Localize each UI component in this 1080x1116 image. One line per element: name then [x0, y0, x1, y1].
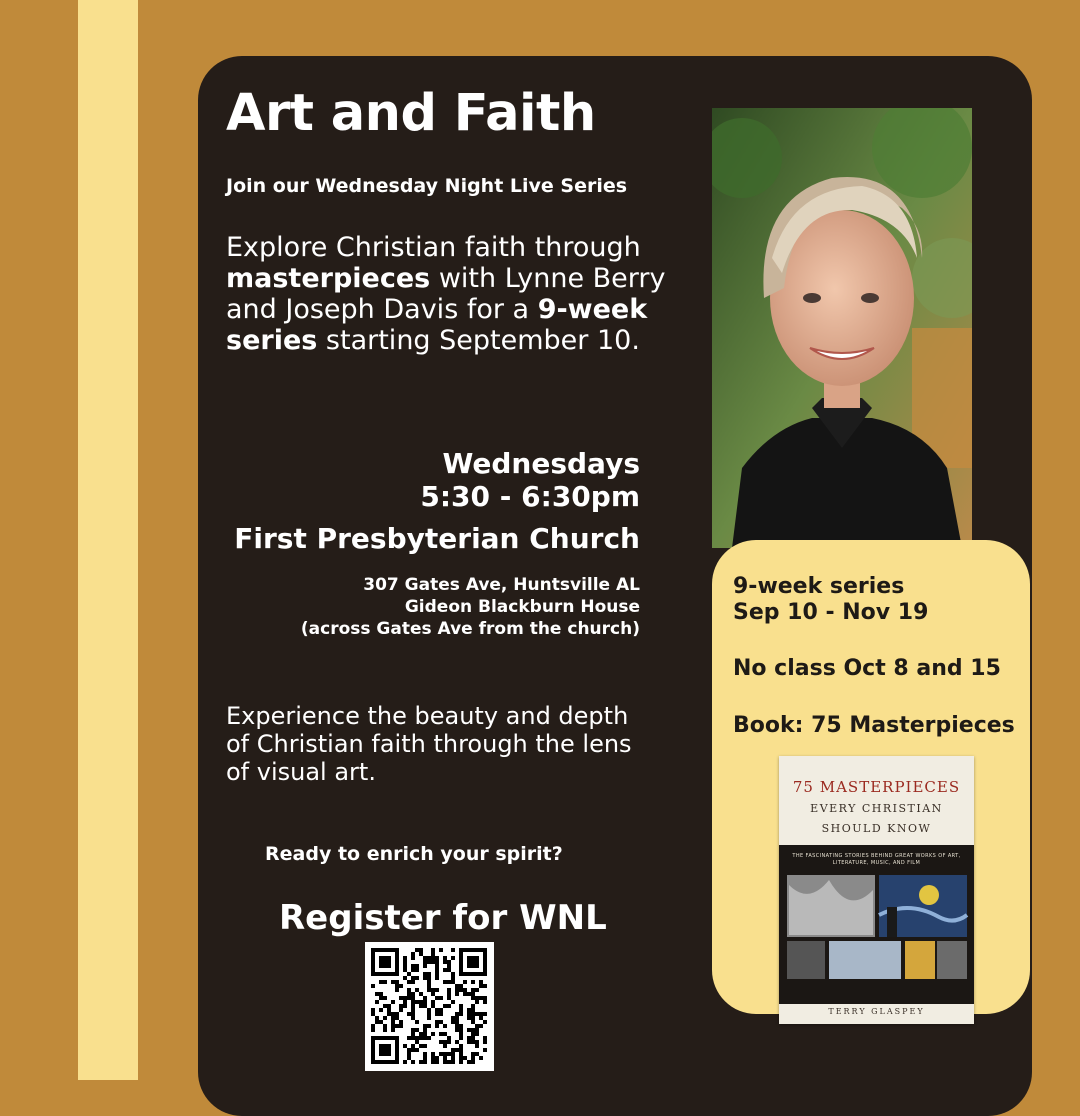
- street-address: 307 Gates Ave, Huntsville AL: [363, 575, 640, 595]
- series-subtitle: Join our Wednesday Night Live Series: [226, 175, 628, 197]
- location-note: (across Gates Ave from the church): [300, 619, 640, 639]
- book-cover-line3: SHOULD KNOW: [821, 822, 932, 835]
- intro-paragraph: [226, 232, 696, 356]
- book-cover: [779, 756, 974, 1024]
- intro-bold-series: 9-week series: [226, 294, 648, 356]
- schedule-block: [420, 447, 640, 513]
- book-cover-line2: EVERY CHRISTIAN: [810, 802, 943, 815]
- intro-text-1: Explore Christian faith through: [226, 232, 641, 263]
- venue-name: First Presbyterian Church: [234, 522, 640, 555]
- book-cover-title: 75 MASTERPIECES: [792, 778, 961, 796]
- experience-text: Experience the beauty and depth of Christian faith through the lens of visual art.: [226, 702, 632, 786]
- info-series-length: 9-week series: [733, 574, 905, 599]
- book-cover-art-band: [779, 845, 974, 1004]
- book-cover-tagline: THE FASCINATING STORIES BEHIND GREAT WORKS OF ART, LITERATURE, MUSIC, AND FILM: [792, 853, 961, 866]
- intro-text-3: starting September 10.: [317, 325, 640, 356]
- schedule-day: Wednesdays: [442, 447, 640, 480]
- info-no-class: No class Oct 8 and 15: [733, 656, 1001, 681]
- page-title: Art and Faith: [226, 84, 596, 143]
- book-cover-artwork-icon: [779, 845, 974, 1004]
- info-series: [733, 574, 928, 626]
- book-cover-author: TERRY GLASPEY: [828, 1007, 925, 1016]
- info-series-dates: Sep 10 - Nov 19: [733, 600, 929, 625]
- info-book: Book: 75 Masterpieces: [733, 713, 1015, 738]
- qr-code-icon: [365, 942, 494, 1071]
- cta-question: Ready to enrich your spirit?: [265, 843, 563, 865]
- speaker-portrait-image: [712, 108, 972, 548]
- speaker-photo: [712, 108, 972, 548]
- house-name: Gideon Blackburn House: [404, 597, 640, 617]
- address-block: [301, 574, 640, 640]
- schedule-time: 5:30 - 6:30pm: [420, 480, 640, 513]
- intro-bold-masterpieces: masterpieces: [226, 263, 431, 294]
- register-heading: Register for WNL: [279, 898, 607, 938]
- intro-text-2: with Lynne Berry and Joseph Davis for a: [226, 263, 666, 325]
- registration-qr-code[interactable]: [365, 942, 494, 1071]
- decorative-stripe: [78, 0, 138, 1080]
